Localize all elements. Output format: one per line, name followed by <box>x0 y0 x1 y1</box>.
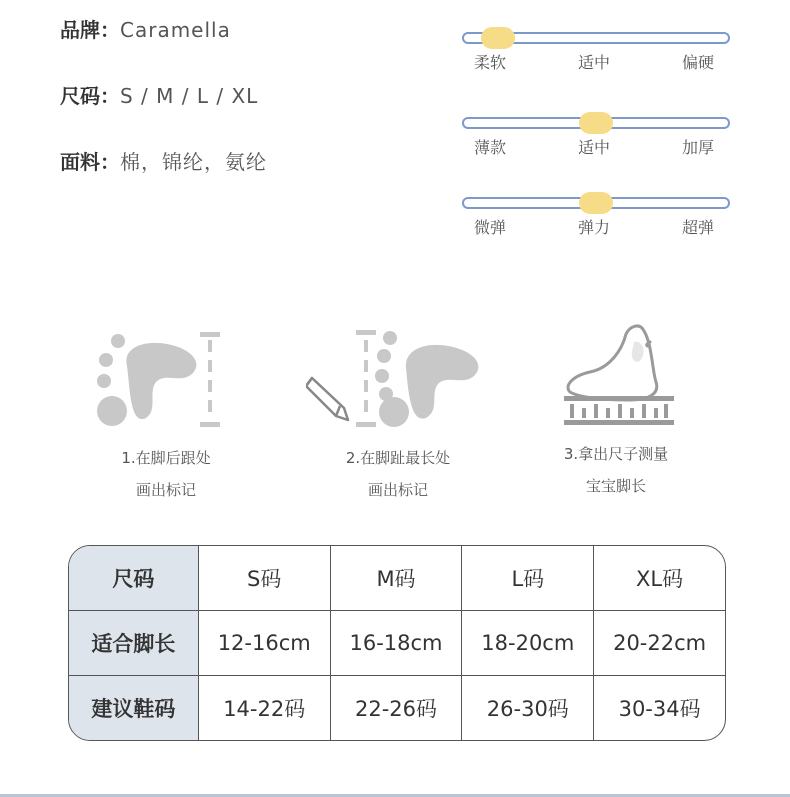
slider-label-left: 柔软 <box>474 53 507 72</box>
step-caption-line2: 宝宝脚长 <box>585 477 646 495</box>
table-header-row <box>69 546 725 610</box>
table-row-label: 适合脚长 <box>69 611 198 675</box>
table-cell: 22-26码 <box>330 676 462 740</box>
brand-row <box>60 14 231 43</box>
slider-label-left: 微弹 <box>474 218 507 237</box>
table-cell: 18-20cm <box>461 611 593 675</box>
table-cell: 30-34码 <box>593 676 725 740</box>
measure-steps <box>0 318 790 508</box>
table-cell: 26-30码 <box>461 676 593 740</box>
slider-label-mid: 适中 <box>578 138 611 157</box>
table-row <box>69 610 725 675</box>
slider-label-right: 加厚 <box>682 138 715 157</box>
slider-label-right: 偏硬 <box>682 53 715 72</box>
table-cell: 14-22码 <box>198 676 330 740</box>
table-row-label: 建议鞋码 <box>69 676 198 740</box>
size-key: 尺码： <box>60 84 120 108</box>
table-cell: 20-22cm <box>593 611 725 675</box>
table-header-cell: L码 <box>461 546 593 610</box>
step-caption-line2: 画出标记 <box>135 481 196 499</box>
footprint-heel-icon <box>92 326 272 436</box>
slider-thumb <box>579 112 613 134</box>
slider-label-mid: 弹力 <box>578 218 611 237</box>
table-header-cell: S码 <box>198 546 330 610</box>
slider-thumb <box>579 192 613 214</box>
slider-thumb <box>481 27 515 49</box>
step-ruler <box>506 318 726 508</box>
slider-label-left: 薄款 <box>474 138 507 157</box>
step-heel <box>56 318 276 508</box>
table-header-cell: M码 <box>330 546 462 610</box>
table-header-cell: XL码 <box>593 546 725 610</box>
brand-key: 品牌： <box>60 18 120 42</box>
step-caption-line1: 2.在脚趾最长处 <box>345 449 451 467</box>
foot-ruler-icon <box>560 320 680 430</box>
softness-slider <box>460 32 732 92</box>
footprint-toe-pencil-icon <box>306 326 496 436</box>
size-table <box>68 545 726 741</box>
table-cell: 16-18cm <box>330 611 462 675</box>
table-header-cell: 尺码 <box>69 546 198 610</box>
table-row <box>69 675 725 740</box>
slider-label-mid: 适中 <box>578 53 611 72</box>
size-value: S / M / L / XL <box>120 84 259 108</box>
step-caption-line1: 1.在脚后跟处 <box>121 449 211 467</box>
elasticity-slider <box>460 197 732 257</box>
step-caption-line1: 3.拿出尺子测量 <box>563 445 669 463</box>
brand-value: Caramella <box>120 18 231 42</box>
fabric-value: 棉，锦纶，氨纶 <box>120 150 267 174</box>
fabric-row <box>60 146 267 175</box>
slider-label-right: 超弹 <box>682 218 715 237</box>
size-row <box>60 80 258 109</box>
fabric-key: 面料： <box>60 150 120 174</box>
step-toe <box>288 318 508 508</box>
table-cell: 12-16cm <box>198 611 330 675</box>
step-caption-line2: 画出标记 <box>367 481 428 499</box>
thickness-slider <box>460 117 732 177</box>
